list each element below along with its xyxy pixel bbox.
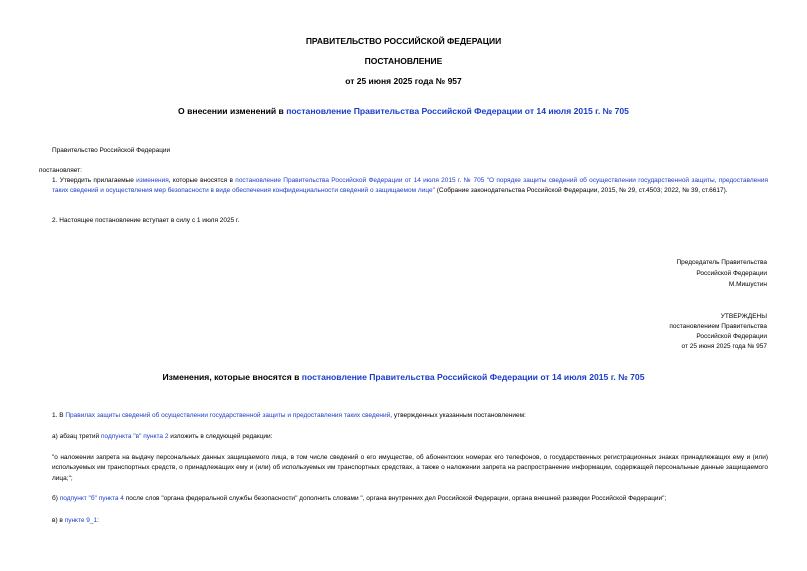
document-type: ПОСТАНОВЛЕНИЕ	[364, 56, 443, 66]
ca-link[interactable]: подпункта "в" пункта 2	[100, 433, 169, 440]
approved-org: Российской Федерации	[696, 333, 767, 340]
cb-link[interactable]: подпункт "б" пункта 4	[59, 495, 124, 502]
signature-title: Председатель Правительства	[676, 259, 767, 266]
p1-link-resolution[interactable]: постановление Правительства Российской Федерации от 14 июля 2015 г. № 705 "О порядке защиты сведений об осуществлении государственной защиты, предоставления таких сведений и осуществления мер безопасности в виде обеспечения конфиденциальности сведений о защищаемом лице"	[52, 177, 768, 195]
changes-title	[0, 372, 807, 382]
change-item-a	[52, 432, 273, 442]
resolves-line: постановляет:	[39, 167, 82, 174]
cb-text-b: после слов "органа федеральной службы безопасности" дополнить словами ", органа внутренних дел Российской Федерации, органа внешней разведки Российской Федерации";	[123, 495, 667, 502]
changes-title-prefix: Изменения, которые вносятся в	[162, 372, 302, 382]
change-item-1	[52, 411, 526, 421]
approved-by: постановлением Правительства	[669, 323, 767, 330]
cc-text-a: в) в	[52, 517, 65, 524]
c1-text-a: 1. В	[52, 412, 66, 419]
document-date: от 25 июня 2025 года № 957	[345, 76, 462, 86]
paragraph-2: 2. Настоящее постановление вступает в силу с 1 июля 2025 г.	[52, 217, 240, 224]
p1-text-a: 1. Утвердить прилагаемые	[52, 177, 137, 184]
change-item-b	[52, 494, 666, 504]
ca-text-a: а) абзац третий	[52, 433, 101, 440]
quoted-text: "о наложении запрета на выдачу персональных данных защищаемого лица, в том числе сведений о его имуществе, об абонентских номерах его телефонов, о государственных регистрационных знаках принадлежащих ему и (или) используемых им транспортных средств, о принадлежащих ему и (или) об используемых им транспортных средствах, а также о наложении запрета на распространение информации, содержащей персональные данные защищаемого лица;";	[52, 454, 768, 482]
title-link[interactable]: постановление Правительства Российской Федерации от 14 июля 2015 г. № 705	[286, 106, 629, 116]
cb-text-a: б)	[52, 495, 60, 502]
approved-date: от 25 июня 2025 года № 957	[681, 343, 767, 350]
c1-text-b: , утвержденных указанным постановлением:	[390, 412, 526, 419]
ca-text-b: изложить в следующей редакции:	[168, 433, 273, 440]
document-title	[0, 106, 807, 116]
p1-text-b: , которые вносятся в	[168, 177, 236, 184]
c1-link-rules[interactable]: Правилах защиты сведений об осуществлении государственной защиты и предоставления таких сведений	[65, 412, 391, 419]
paragraph-1	[52, 176, 768, 197]
signature-org: Российской Федерации	[696, 270, 767, 277]
government-line: Правительство Российской Федерации	[52, 147, 171, 154]
change-item-c	[52, 516, 99, 526]
p1-text-c: (Собрание законодательства Российской Федерации, 2015, № 29, ст.4503; 2022, № 39, ст.6617).	[434, 187, 728, 195]
changes-title-link[interactable]: постановление Правительства Российской Федерации от 14 июля 2015 г. № 705	[301, 372, 645, 382]
signature-name: М.Мишустин	[728, 281, 767, 288]
p1-link-changes[interactable]: изменения	[136, 177, 169, 184]
title-prefix: О внесении изменений в	[178, 106, 287, 116]
approved-label: УТВЕРЖДЕНЫ	[720, 313, 767, 320]
cc-text-b: :	[97, 517, 99, 524]
cc-link[interactable]: пункте 9_1	[64, 517, 98, 524]
government-header: ПРАВИТЕЛЬСТВО РОССИЙСКОЙ ФЕДЕРАЦИИ	[305, 36, 502, 46]
